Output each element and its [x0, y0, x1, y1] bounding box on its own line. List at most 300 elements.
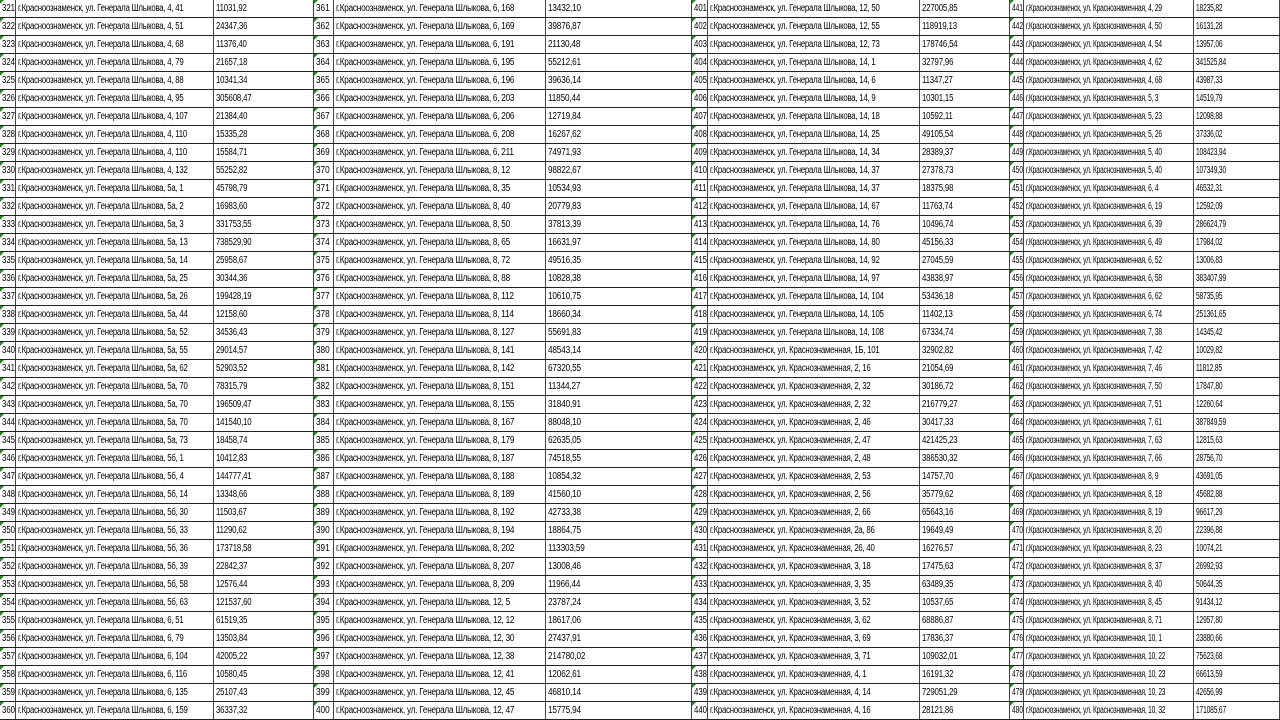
- amount-cell[interactable]: [546, 270, 692, 287]
- address-cell[interactable]: [334, 108, 546, 125]
- row-number-cell[interactable]: [314, 522, 334, 539]
- amount-cell[interactable]: [1194, 198, 1280, 215]
- amount-cell[interactable]: [214, 180, 314, 197]
- row-number-cell[interactable]: [1010, 594, 1024, 611]
- address-cell[interactable]: [708, 198, 920, 215]
- row-number-cell[interactable]: [0, 0, 16, 17]
- amount-cell[interactable]: [920, 288, 1010, 305]
- row-number-cell[interactable]: [0, 90, 16, 107]
- amount-cell[interactable]: [920, 270, 1010, 287]
- address-cell[interactable]: [16, 684, 214, 701]
- amount-cell[interactable]: [1194, 216, 1280, 233]
- amount-cell[interactable]: [546, 594, 692, 611]
- row-number-cell[interactable]: [692, 360, 708, 377]
- row-number-cell[interactable]: [1010, 576, 1024, 593]
- amount-cell[interactable]: [546, 306, 692, 323]
- address-cell[interactable]: [708, 558, 920, 575]
- row-number-cell[interactable]: [314, 288, 334, 305]
- address-cell[interactable]: [16, 234, 214, 251]
- address-cell[interactable]: [16, 540, 214, 557]
- address-cell[interactable]: [708, 324, 920, 341]
- address-cell[interactable]: [16, 666, 214, 683]
- address-cell[interactable]: [16, 360, 214, 377]
- amount-cell[interactable]: [214, 486, 314, 503]
- amount-cell[interactable]: [920, 630, 1010, 647]
- address-cell[interactable]: [708, 162, 920, 179]
- address-cell[interactable]: [1024, 90, 1194, 107]
- row-number-cell[interactable]: [0, 216, 16, 233]
- amount-cell[interactable]: [920, 198, 1010, 215]
- address-cell[interactable]: [334, 270, 546, 287]
- amount-cell[interactable]: [214, 630, 314, 647]
- address-cell[interactable]: [708, 486, 920, 503]
- row-number-cell[interactable]: [314, 648, 334, 665]
- row-number-cell[interactable]: [0, 702, 16, 719]
- address-cell[interactable]: [16, 486, 214, 503]
- row-number-cell[interactable]: [692, 468, 708, 485]
- row-number-cell[interactable]: [1010, 450, 1024, 467]
- address-cell[interactable]: [708, 666, 920, 683]
- amount-cell[interactable]: [546, 522, 692, 539]
- row-number-cell[interactable]: [314, 72, 334, 89]
- amount-cell[interactable]: [546, 414, 692, 431]
- address-cell[interactable]: [1024, 72, 1194, 89]
- row-number-cell[interactable]: [692, 126, 708, 143]
- amount-cell[interactable]: [1194, 36, 1280, 53]
- amount-cell[interactable]: [920, 144, 1010, 161]
- row-number-cell[interactable]: [0, 18, 16, 35]
- address-cell[interactable]: [1024, 396, 1194, 413]
- address-cell[interactable]: [334, 504, 546, 521]
- address-cell[interactable]: [16, 108, 214, 125]
- address-cell[interactable]: [1024, 324, 1194, 341]
- address-cell[interactable]: [16, 342, 214, 359]
- amount-cell[interactable]: [214, 378, 314, 395]
- row-number-cell[interactable]: [314, 594, 334, 611]
- row-number-cell[interactable]: [1010, 234, 1024, 251]
- address-cell[interactable]: [708, 630, 920, 647]
- address-cell[interactable]: [16, 162, 214, 179]
- amount-cell[interactable]: [546, 108, 692, 125]
- address-cell[interactable]: [334, 432, 546, 449]
- address-cell[interactable]: [16, 630, 214, 647]
- amount-cell[interactable]: [214, 558, 314, 575]
- address-cell[interactable]: [334, 216, 546, 233]
- amount-cell[interactable]: [546, 180, 692, 197]
- address-cell[interactable]: [16, 126, 214, 143]
- amount-cell[interactable]: [546, 468, 692, 485]
- amount-cell[interactable]: [214, 108, 314, 125]
- address-cell[interactable]: [16, 414, 214, 431]
- row-number-cell[interactable]: [692, 72, 708, 89]
- row-number-cell[interactable]: [314, 162, 334, 179]
- address-cell[interactable]: [1024, 522, 1194, 539]
- amount-cell[interactable]: [1194, 90, 1280, 107]
- row-number-cell[interactable]: [314, 270, 334, 287]
- amount-cell[interactable]: [214, 270, 314, 287]
- row-number-cell[interactable]: [692, 450, 708, 467]
- amount-cell[interactable]: [1194, 144, 1280, 161]
- amount-cell[interactable]: [920, 378, 1010, 395]
- address-cell[interactable]: [334, 198, 546, 215]
- amount-cell[interactable]: [1194, 612, 1280, 629]
- amount-cell[interactable]: [546, 432, 692, 449]
- amount-cell[interactable]: [1194, 396, 1280, 413]
- amount-cell[interactable]: [920, 468, 1010, 485]
- address-cell[interactable]: [1024, 432, 1194, 449]
- address-cell[interactable]: [334, 18, 546, 35]
- amount-cell[interactable]: [214, 72, 314, 89]
- amount-cell[interactable]: [214, 594, 314, 611]
- row-number-cell[interactable]: [314, 612, 334, 629]
- row-number-cell[interactable]: [314, 504, 334, 521]
- amount-cell[interactable]: [1194, 540, 1280, 557]
- address-cell[interactable]: [708, 0, 920, 17]
- address-cell[interactable]: [334, 72, 546, 89]
- row-number-cell[interactable]: [692, 702, 708, 719]
- address-cell[interactable]: [1024, 234, 1194, 251]
- amount-cell[interactable]: [546, 216, 692, 233]
- address-cell[interactable]: [16, 576, 214, 593]
- row-number-cell[interactable]: [1010, 468, 1024, 485]
- row-number-cell[interactable]: [692, 414, 708, 431]
- amount-cell[interactable]: [546, 702, 692, 719]
- address-cell[interactable]: [708, 108, 920, 125]
- address-cell[interactable]: [708, 576, 920, 593]
- row-number-cell[interactable]: [1010, 486, 1024, 503]
- address-cell[interactable]: [16, 0, 214, 17]
- amount-cell[interactable]: [920, 180, 1010, 197]
- row-number-cell[interactable]: [1010, 324, 1024, 341]
- row-number-cell[interactable]: [692, 270, 708, 287]
- address-cell[interactable]: [16, 396, 214, 413]
- row-number-cell[interactable]: [692, 144, 708, 161]
- amount-cell[interactable]: [1194, 72, 1280, 89]
- amount-cell[interactable]: [1194, 432, 1280, 449]
- row-number-cell[interactable]: [314, 144, 334, 161]
- address-cell[interactable]: [16, 18, 214, 35]
- row-number-cell[interactable]: [1010, 288, 1024, 305]
- amount-cell[interactable]: [920, 306, 1010, 323]
- address-cell[interactable]: [16, 54, 214, 71]
- amount-cell[interactable]: [214, 252, 314, 269]
- row-number-cell[interactable]: [314, 90, 334, 107]
- address-cell[interactable]: [1024, 612, 1194, 629]
- address-cell[interactable]: [708, 126, 920, 143]
- row-number-cell[interactable]: [0, 576, 16, 593]
- amount-cell[interactable]: [214, 612, 314, 629]
- amount-cell[interactable]: [920, 90, 1010, 107]
- address-cell[interactable]: [1024, 468, 1194, 485]
- address-cell[interactable]: [708, 522, 920, 539]
- amount-cell[interactable]: [214, 162, 314, 179]
- amount-cell[interactable]: [920, 576, 1010, 593]
- address-cell[interactable]: [708, 36, 920, 53]
- row-number-cell[interactable]: [1010, 18, 1024, 35]
- row-number-cell[interactable]: [314, 342, 334, 359]
- amount-cell[interactable]: [1194, 558, 1280, 575]
- row-number-cell[interactable]: [0, 648, 16, 665]
- row-number-cell[interactable]: [0, 306, 16, 323]
- amount-cell[interactable]: [1194, 342, 1280, 359]
- row-number-cell[interactable]: [692, 558, 708, 575]
- row-number-cell[interactable]: [692, 522, 708, 539]
- row-number-cell[interactable]: [1010, 0, 1024, 17]
- row-number-cell[interactable]: [1010, 396, 1024, 413]
- amount-cell[interactable]: [214, 396, 314, 413]
- amount-cell[interactable]: [214, 18, 314, 35]
- row-number-cell[interactable]: [1010, 378, 1024, 395]
- address-cell[interactable]: [1024, 576, 1194, 593]
- row-number-cell[interactable]: [314, 396, 334, 413]
- row-number-cell[interactable]: [314, 108, 334, 125]
- amount-cell[interactable]: [546, 288, 692, 305]
- amount-cell[interactable]: [920, 504, 1010, 521]
- row-number-cell[interactable]: [0, 126, 16, 143]
- amount-cell[interactable]: [1194, 522, 1280, 539]
- row-number-cell[interactable]: [1010, 504, 1024, 521]
- amount-cell[interactable]: [214, 360, 314, 377]
- amount-cell[interactable]: [1194, 504, 1280, 521]
- row-number-cell[interactable]: [314, 468, 334, 485]
- row-number-cell[interactable]: [692, 432, 708, 449]
- address-cell[interactable]: [708, 468, 920, 485]
- amount-cell[interactable]: [546, 576, 692, 593]
- row-number-cell[interactable]: [0, 342, 16, 359]
- address-cell[interactable]: [1024, 180, 1194, 197]
- address-cell[interactable]: [16, 468, 214, 485]
- address-cell[interactable]: [334, 324, 546, 341]
- row-number-cell[interactable]: [0, 396, 16, 413]
- row-number-cell[interactable]: [692, 666, 708, 683]
- amount-cell[interactable]: [1194, 378, 1280, 395]
- address-cell[interactable]: [16, 324, 214, 341]
- address-cell[interactable]: [708, 54, 920, 71]
- address-cell[interactable]: [1024, 666, 1194, 683]
- row-number-cell[interactable]: [314, 630, 334, 647]
- amount-cell[interactable]: [214, 540, 314, 557]
- address-cell[interactable]: [708, 396, 920, 413]
- address-cell[interactable]: [334, 90, 546, 107]
- address-cell[interactable]: [708, 216, 920, 233]
- address-cell[interactable]: [1024, 306, 1194, 323]
- amount-cell[interactable]: [214, 522, 314, 539]
- row-number-cell[interactable]: [314, 306, 334, 323]
- address-cell[interactable]: [16, 558, 214, 575]
- address-cell[interactable]: [708, 504, 920, 521]
- row-number-cell[interactable]: [1010, 630, 1024, 647]
- address-cell[interactable]: [334, 612, 546, 629]
- amount-cell[interactable]: [1194, 468, 1280, 485]
- address-cell[interactable]: [334, 360, 546, 377]
- row-number-cell[interactable]: [0, 54, 16, 71]
- amount-cell[interactable]: [1194, 702, 1280, 719]
- row-number-cell[interactable]: [0, 630, 16, 647]
- amount-cell[interactable]: [920, 612, 1010, 629]
- amount-cell[interactable]: [546, 504, 692, 521]
- row-number-cell[interactable]: [0, 414, 16, 431]
- amount-cell[interactable]: [546, 612, 692, 629]
- amount-cell[interactable]: [214, 684, 314, 701]
- row-number-cell[interactable]: [692, 612, 708, 629]
- address-cell[interactable]: [708, 684, 920, 701]
- row-number-cell[interactable]: [0, 252, 16, 269]
- amount-cell[interactable]: [920, 252, 1010, 269]
- address-cell[interactable]: [334, 252, 546, 269]
- amount-cell[interactable]: [214, 324, 314, 341]
- row-number-cell[interactable]: [1010, 414, 1024, 431]
- address-cell[interactable]: [334, 144, 546, 161]
- amount-cell[interactable]: [920, 684, 1010, 701]
- address-cell[interactable]: [16, 90, 214, 107]
- row-number-cell[interactable]: [692, 324, 708, 341]
- address-cell[interactable]: [334, 0, 546, 17]
- amount-cell[interactable]: [920, 360, 1010, 377]
- address-cell[interactable]: [1024, 360, 1194, 377]
- amount-cell[interactable]: [546, 648, 692, 665]
- amount-cell[interactable]: [1194, 666, 1280, 683]
- row-number-cell[interactable]: [692, 576, 708, 593]
- amount-cell[interactable]: [214, 54, 314, 71]
- address-cell[interactable]: [334, 594, 546, 611]
- address-cell[interactable]: [708, 342, 920, 359]
- amount-cell[interactable]: [214, 504, 314, 521]
- amount-cell[interactable]: [214, 666, 314, 683]
- amount-cell[interactable]: [1194, 54, 1280, 71]
- amount-cell[interactable]: [920, 18, 1010, 35]
- row-number-cell[interactable]: [0, 36, 16, 53]
- address-cell[interactable]: [334, 630, 546, 647]
- amount-cell[interactable]: [1194, 648, 1280, 665]
- row-number-cell[interactable]: [0, 72, 16, 89]
- row-number-cell[interactable]: [0, 684, 16, 701]
- row-number-cell[interactable]: [692, 288, 708, 305]
- address-cell[interactable]: [1024, 504, 1194, 521]
- address-cell[interactable]: [708, 414, 920, 431]
- address-cell[interactable]: [1024, 684, 1194, 701]
- amount-cell[interactable]: [546, 162, 692, 179]
- row-number-cell[interactable]: [692, 684, 708, 701]
- amount-cell[interactable]: [1194, 252, 1280, 269]
- address-cell[interactable]: [16, 180, 214, 197]
- address-cell[interactable]: [708, 450, 920, 467]
- row-number-cell[interactable]: [692, 36, 708, 53]
- row-number-cell[interactable]: [1010, 360, 1024, 377]
- row-number-cell[interactable]: [314, 18, 334, 35]
- row-number-cell[interactable]: [314, 54, 334, 71]
- amount-cell[interactable]: [546, 252, 692, 269]
- row-number-cell[interactable]: [692, 486, 708, 503]
- address-cell[interactable]: [16, 72, 214, 89]
- row-number-cell[interactable]: [692, 162, 708, 179]
- row-number-cell[interactable]: [1010, 36, 1024, 53]
- row-number-cell[interactable]: [1010, 270, 1024, 287]
- row-number-cell[interactable]: [1010, 342, 1024, 359]
- row-number-cell[interactable]: [692, 234, 708, 251]
- address-cell[interactable]: [334, 342, 546, 359]
- amount-cell[interactable]: [214, 648, 314, 665]
- address-cell[interactable]: [334, 576, 546, 593]
- amount-cell[interactable]: [1194, 306, 1280, 323]
- amount-cell[interactable]: [214, 306, 314, 323]
- row-number-cell[interactable]: [1010, 612, 1024, 629]
- address-cell[interactable]: [1024, 414, 1194, 431]
- row-number-cell[interactable]: [692, 0, 708, 17]
- address-cell[interactable]: [1024, 198, 1194, 215]
- address-cell[interactable]: [334, 540, 546, 557]
- address-cell[interactable]: [334, 306, 546, 323]
- address-cell[interactable]: [334, 36, 546, 53]
- amount-cell[interactable]: [546, 234, 692, 251]
- row-number-cell[interactable]: [692, 648, 708, 665]
- row-number-cell[interactable]: [0, 180, 16, 197]
- row-number-cell[interactable]: [1010, 180, 1024, 197]
- address-cell[interactable]: [16, 522, 214, 539]
- amount-cell[interactable]: [214, 0, 314, 17]
- address-cell[interactable]: [16, 144, 214, 161]
- row-number-cell[interactable]: [314, 234, 334, 251]
- row-number-cell[interactable]: [314, 180, 334, 197]
- row-number-cell[interactable]: [692, 504, 708, 521]
- address-cell[interactable]: [1024, 630, 1194, 647]
- row-number-cell[interactable]: [1010, 684, 1024, 701]
- row-number-cell[interactable]: [692, 252, 708, 269]
- row-number-cell[interactable]: [314, 198, 334, 215]
- amount-cell[interactable]: [1194, 576, 1280, 593]
- address-cell[interactable]: [708, 432, 920, 449]
- amount-cell[interactable]: [546, 126, 692, 143]
- address-cell[interactable]: [334, 54, 546, 71]
- amount-cell[interactable]: [1194, 18, 1280, 35]
- amount-cell[interactable]: [214, 90, 314, 107]
- row-number-cell[interactable]: [1010, 558, 1024, 575]
- row-number-cell[interactable]: [0, 378, 16, 395]
- address-cell[interactable]: [334, 396, 546, 413]
- row-number-cell[interactable]: [314, 216, 334, 233]
- address-cell[interactable]: [1024, 54, 1194, 71]
- amount-cell[interactable]: [214, 468, 314, 485]
- row-number-cell[interactable]: [314, 0, 334, 17]
- address-cell[interactable]: [1024, 594, 1194, 611]
- address-cell[interactable]: [708, 270, 920, 287]
- row-number-cell[interactable]: [0, 288, 16, 305]
- address-cell[interactable]: [708, 72, 920, 89]
- address-cell[interactable]: [334, 414, 546, 431]
- row-number-cell[interactable]: [1010, 540, 1024, 557]
- amount-cell[interactable]: [920, 594, 1010, 611]
- row-number-cell[interactable]: [314, 432, 334, 449]
- amount-cell[interactable]: [1194, 594, 1280, 611]
- row-number-cell[interactable]: [692, 54, 708, 71]
- address-cell[interactable]: [334, 180, 546, 197]
- address-cell[interactable]: [708, 594, 920, 611]
- row-number-cell[interactable]: [314, 666, 334, 683]
- amount-cell[interactable]: [546, 342, 692, 359]
- address-cell[interactable]: [1024, 270, 1194, 287]
- address-cell[interactable]: [708, 360, 920, 377]
- row-number-cell[interactable]: [314, 252, 334, 269]
- amount-cell[interactable]: [546, 360, 692, 377]
- amount-cell[interactable]: [546, 558, 692, 575]
- row-number-cell[interactable]: [0, 270, 16, 287]
- address-cell[interactable]: [708, 180, 920, 197]
- address-cell[interactable]: [16, 378, 214, 395]
- amount-cell[interactable]: [214, 450, 314, 467]
- amount-cell[interactable]: [1194, 108, 1280, 125]
- amount-cell[interactable]: [920, 54, 1010, 71]
- row-number-cell[interactable]: [0, 522, 16, 539]
- row-number-cell[interactable]: [692, 594, 708, 611]
